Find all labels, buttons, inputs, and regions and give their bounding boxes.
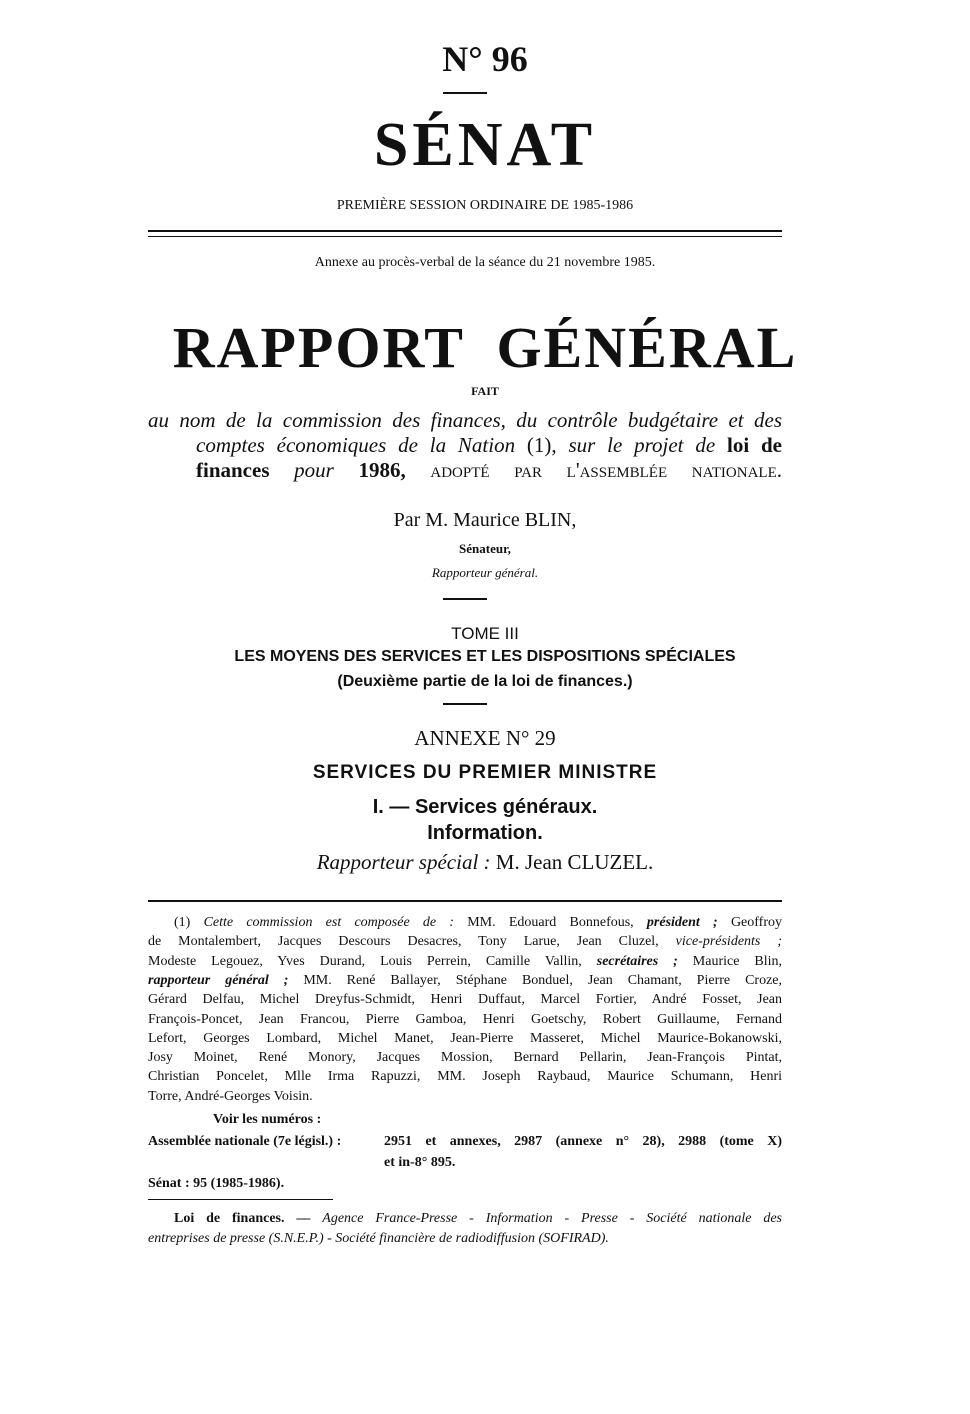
divider <box>443 703 487 705</box>
senat-title: SÉNAT <box>373 111 597 179</box>
text-line <box>148 973 782 989</box>
senat-ref: Sénat : 95 (1985-1986). <box>148 1176 285 1191</box>
fait-label: FAIT <box>471 384 499 398</box>
text-segment: sur le projet de <box>568 433 727 457</box>
text-segment: Josy Moinet, René Monory, Jacques Mossion, Bernard Pellarin, Jean-François Pintat, <box>148 1050 782 1066</box>
text-segment: président ; <box>646 915 731 930</box>
text-line <box>148 1089 782 1105</box>
text-line <box>148 1050 782 1066</box>
text-segment: comptes économiques de la Nation <box>196 433 527 457</box>
text-segment: (1), <box>526 433 569 457</box>
tome-heading: LES MOYENS DES SERVICES ET LES DISPOSITIONS SPÉCIALES <box>234 648 736 665</box>
text-line <box>148 1069 782 1085</box>
text-segment: adopté par l'assemblée nationale. <box>430 458 782 482</box>
annexe-proces-verbal: Annexe au procès-verbal de la séance du 21 novembre 1985. <box>314 255 656 270</box>
text-segment: rapporteur général ; <box>148 972 304 988</box>
text-line <box>148 1031 782 1047</box>
text-segment: au nom de la commission des finances, du contrôle budgétaire et des <box>148 408 782 432</box>
author-title: Rapporteur général. <box>431 565 539 580</box>
text-segment: Lefort, Georges Lombard, Michel Manet, Jean-Pierre Masseret, Michel Maurice-Bokanowski, <box>148 1030 782 1046</box>
text-segment: loi de <box>726 433 782 457</box>
annexe-label: ANNEXE N° 29 <box>414 726 556 750</box>
tome-sub: (Deuxième partie de la loi de finances.) <box>337 673 633 690</box>
author: Par M. Maurice BLIN, <box>393 509 577 531</box>
text-line <box>196 458 782 483</box>
annexe-info: Information. <box>427 822 543 844</box>
text-segment: Maurice Blin, <box>692 953 783 969</box>
report-title: RAPPORT GÉNÉRAL <box>172 315 798 380</box>
text-segment: pour <box>294 458 359 482</box>
text-segment: Loi de finances. — <box>174 1211 323 1226</box>
text-line <box>148 934 782 950</box>
voir-label: Voir les numéros : <box>213 1112 322 1127</box>
text-segment: Geoffroy <box>730 915 782 930</box>
divider <box>443 92 487 94</box>
text-segment: 1986, <box>358 458 431 482</box>
rapporteur-special <box>0 850 970 875</box>
annexe-section: I. — Services généraux. <box>372 796 598 818</box>
double-rule-top <box>148 230 782 232</box>
annexe-services: SERVICES DU PREMIER MINISTRE <box>312 762 658 783</box>
text-line <box>174 915 782 931</box>
text-line <box>148 408 782 433</box>
rapporteur-name: M. Jean CLUZEL. <box>495 850 654 874</box>
text-segment: Modeste Legouez, Yves Durand, Louis Perrein, Camille Vallin, <box>148 953 597 969</box>
an-value-2: et in-8° 895. <box>384 1155 456 1170</box>
text-segment: Torre, André-Georges Voisin. <box>148 1088 313 1104</box>
an-label: Assemblée nationale (7e législ.) : <box>148 1134 342 1149</box>
text-line <box>174 1211 782 1227</box>
short-rule <box>148 1199 333 1200</box>
double-rule-bottom <box>148 236 782 237</box>
text-line <box>148 1012 782 1028</box>
text-line <box>148 1231 782 1247</box>
text-segment: (1) <box>174 915 204 930</box>
text-segment: Agence France-Presse - Information - Presse - Société nationale des <box>322 1211 782 1226</box>
text-segment: MM. René Ballayer, Stéphane Bonduel, Jean Chamant, Pierre Croze, <box>303 972 782 988</box>
text-segment: Christian Poncelet, Mlle Irma Rapuzzi, MM. Joseph Raybaud, Maurice Schumann, Henri <box>148 1069 782 1085</box>
divider <box>443 598 487 600</box>
text-segment: François-Poncet, Jean Francou, Pierre Gamboa, Henri Goetschy, Robert Guillaume, Fernand <box>148 1011 782 1027</box>
text-segment: secrétaires ; <box>596 953 693 969</box>
text-segment: entreprises de presse (S.N.E.P.) - Société financière de radiodiffusion (SOFIRAD). <box>148 1231 609 1246</box>
text-segment: de Montalembert, Jacques Descours Desacres, Tony Larue, Jean Cluzel, <box>148 934 676 950</box>
an-value: 2951 et annexes, 2987 (annexe n° 28), 2988 (tome X) <box>384 1134 782 1149</box>
document-number: N° 96 <box>442 39 528 79</box>
footnote-rule <box>148 900 782 902</box>
text-line <box>148 954 782 970</box>
text-line <box>148 992 782 1008</box>
text-segment: Cette commission est composée de : <box>203 915 468 930</box>
text-line <box>196 433 782 458</box>
text-segment: vice-présidents ; <box>675 934 782 950</box>
rapporteur-label: Rapporteur spécial : <box>316 850 491 874</box>
text-segment: finances <box>196 458 295 482</box>
text-segment: Gérard Delfau, Michel Dreyfus-Schmidt, Henri Duffaut, Marcel Fortier, André Fosset, Jean <box>148 992 782 1008</box>
tome-label: TOME III <box>451 624 519 643</box>
text-segment: MM. Edouard Bonnefous, <box>467 915 647 930</box>
author-role: Sénateur, <box>459 541 511 556</box>
session: PREMIÈRE SESSION ORDINAIRE DE 1985-1986 <box>336 198 634 213</box>
